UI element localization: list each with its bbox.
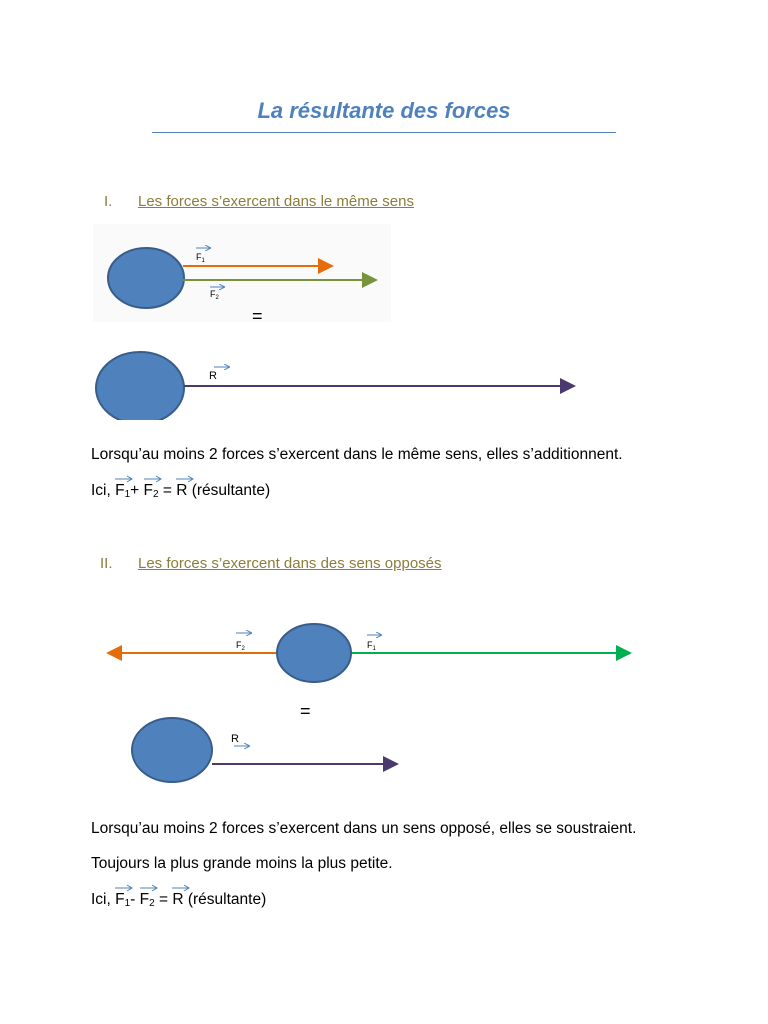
minus-sign: - [130, 891, 140, 908]
force-f1-label: $F_1$ [367, 640, 376, 652]
formula-prefix: Ici, [91, 482, 116, 499]
force-f1-label: $F_1$ [196, 252, 205, 264]
force-f2-label: $F_2$ [236, 640, 245, 652]
formula-subtraction [91, 891, 266, 909]
section-2-title: Les forces s’exercent dans des sens opposés [138, 555, 442, 572]
equals-sign: = [158, 482, 177, 499]
vector-f1: $F_1$ [115, 482, 130, 500]
vector-f2: $F_2$ [140, 891, 155, 909]
vector-f1: $F_1$ [115, 891, 130, 909]
resultant-ball [132, 718, 212, 782]
paragraph-addition: Lorsqu’au moins 2 forces s’exercent dans le même sens, elles s’additionnent. [91, 446, 623, 463]
page-title: La résultante des forces [257, 98, 511, 123]
equals-sign: = [252, 306, 263, 326]
vector-r: R [176, 482, 187, 500]
section-1-title: Les forces s’exercent dans le même sens [138, 193, 414, 210]
plus-sign: + [130, 482, 144, 499]
paragraph-rule: Toujours la plus grande moins la plus petite. [91, 855, 393, 872]
formula-suffix: (résultante) [187, 482, 271, 499]
section-2-number: II. [100, 555, 113, 572]
vector-f2: $F_2$ [144, 482, 159, 500]
resultant-label: R [231, 733, 239, 745]
equals-sign: = [154, 891, 173, 908]
vector-r: R [172, 891, 183, 909]
object-ball [277, 624, 351, 682]
paragraph-subtraction: Lorsqu’au moins 2 forces s’exercent dans un sens opposé, elles se soustraient. [91, 820, 637, 837]
equals-sign: = [300, 701, 311, 721]
formula-prefix: Ici, [91, 891, 116, 908]
force-f2-label: $F_2$ [210, 289, 219, 301]
resultant-label: R [209, 370, 217, 382]
section-1-number: I. [104, 193, 113, 210]
formula-suffix: (résultante) [183, 891, 267, 908]
